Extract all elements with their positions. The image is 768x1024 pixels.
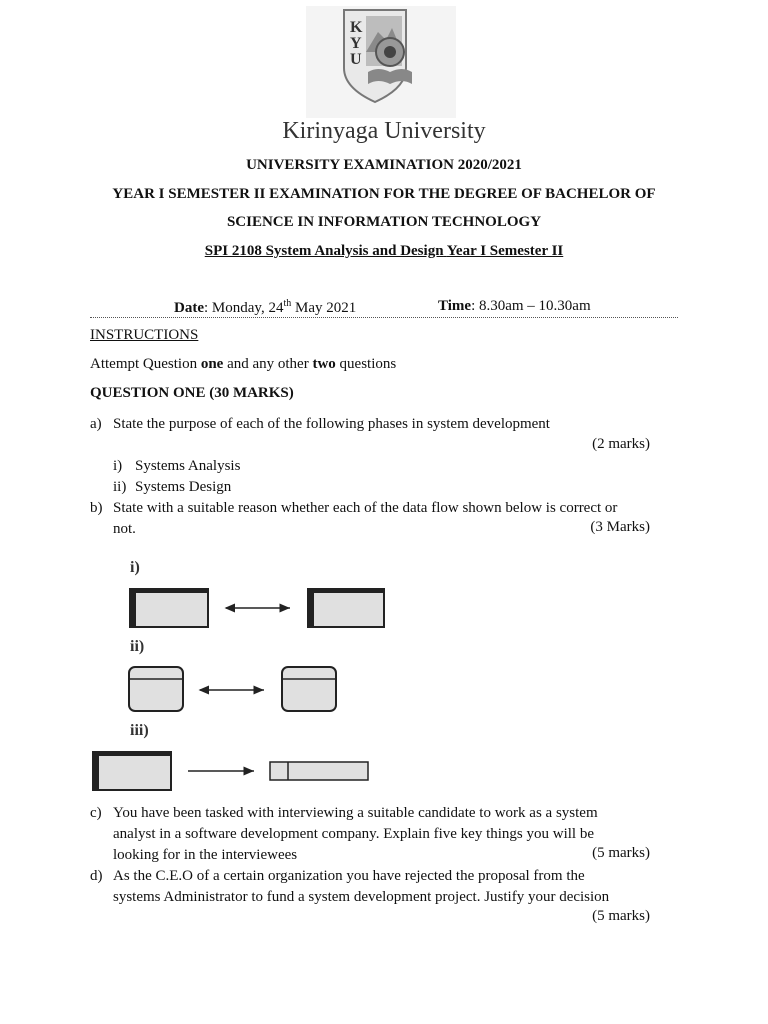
q1d-line-2: systems Administrator to fund a system development project. Justify your decision: [113, 889, 610, 905]
diagram-iii-entity: [93, 752, 171, 790]
diagram-ii-process-right: [282, 667, 336, 711]
diagram-ii-process-left: [129, 667, 183, 711]
university-name: Kirinyaga University: [282, 118, 486, 144]
q1b-marks: (3 Marks): [590, 519, 650, 535]
diagram-label-iii: iii): [130, 722, 149, 739]
svg-text:U: U: [350, 51, 362, 68]
q1d-marks: (5 marks): [592, 908, 650, 924]
time-value: : 8.30am – 10.30am: [471, 298, 591, 314]
q1c-marks: (5 marks): [592, 845, 650, 861]
q1a-sub-1-text: Systems Analysis: [135, 458, 241, 474]
time-label: Time: [438, 298, 472, 314]
q1a-marks: (2 marks): [592, 436, 650, 452]
diagram-iii-data-store: [270, 762, 368, 780]
q1a-sub-2-text: Systems Design: [135, 479, 232, 495]
exam-date: [174, 298, 356, 317]
diagram-label-i: i): [130, 559, 140, 576]
q1c-line-1: You have been tasked with interviewing a suitable candidate to work as a system: [113, 805, 598, 821]
date-label: Date: [174, 300, 204, 316]
diagram-label-ii: ii): [130, 638, 145, 655]
degree-line-1: YEAR I SEMESTER II EXAMINATION FOR THE DEGREE OF BACHELOR OF: [112, 186, 656, 202]
instructions-heading: INSTRUCTIONS: [90, 327, 199, 343]
q1c-line-2: analyst in a software development company. Explain five key things you will be: [113, 826, 594, 842]
q1a-sub-1-label: i): [113, 458, 123, 474]
svg-text:Y: Y: [350, 35, 362, 52]
q1c-line-3: looking for in the interviewees: [113, 847, 298, 863]
q1d-label: d): [90, 868, 103, 884]
diagram-i-entity-left: [130, 589, 208, 627]
course-code-title: SPI 2108 System Analysis and Design: [204, 243, 444, 259]
course-year: Year I Semester II: [446, 243, 564, 259]
course-line: [0, 243, 768, 260]
instructions-text: [90, 356, 396, 373]
date-value: : Monday, 24: [204, 300, 284, 316]
question-one-heading: QUESTION ONE (30 MARKS): [90, 385, 294, 401]
exam-time: [438, 298, 591, 315]
q1b-line-2: not.: [113, 521, 136, 537]
q1a-text: State the purpose of each of the following phases in system development: [113, 416, 550, 432]
date-rest: May 2021: [291, 300, 357, 316]
instr-post: questions: [335, 356, 397, 372]
data-flow-diagram: [90, 555, 390, 800]
instr-one: one: [200, 356, 224, 372]
instr-pre: Attempt Question: [90, 356, 201, 372]
degree-line-2: SCIENCE IN INFORMATION TECHNOLOGY: [226, 214, 542, 230]
instr-mid: and any other: [223, 356, 313, 372]
q1c-label: c): [90, 805, 102, 821]
divider: [90, 317, 678, 318]
q1d-line-1: As the C.E.O of a certain organization you have rejected the proposal from the: [113, 868, 585, 884]
university-logo: [306, 6, 456, 118]
q1b-label: b): [90, 500, 103, 516]
date-sup: th: [283, 298, 292, 309]
q1a-sub-2-label: ii): [113, 479, 127, 495]
exam-title: UNIVERSITY EXAMINATION 2020/2021: [246, 157, 522, 173]
q1a-label: a): [90, 416, 102, 432]
diagram-i-entity-right: [308, 589, 384, 627]
q1b-line-1: State with a suitable reason whether each of the data flow shown below is correct or: [113, 500, 618, 516]
instr-two: two: [312, 356, 336, 372]
svg-text:K: K: [350, 19, 363, 36]
